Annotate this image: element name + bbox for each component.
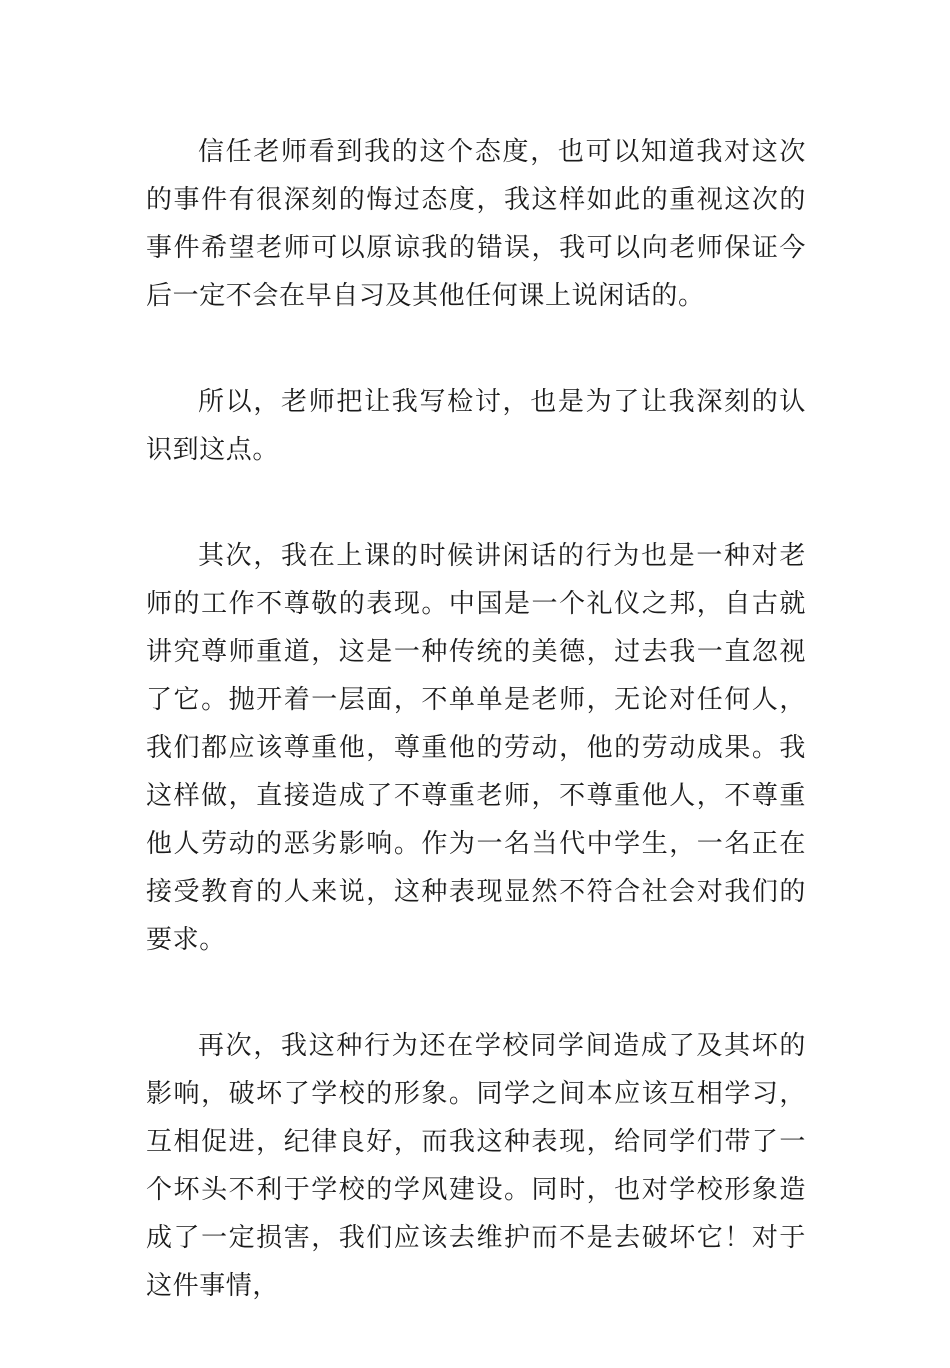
paragraph-2: 所以，老师把让我写检讨，也是为了让我深刻的认识到这点。 xyxy=(146,387,806,465)
paragraph-3: 其次，我在上课的时候讲闲话的行为也是一种对老师的工作不尊敬的表现。中国是一个礼仪之邦，自古就讲究尊师重道，这是一种传统的美德，过去我一直忽视了它。抛开着一层面，不单单是老师，无论对任何人，我们都应该尊重他，尊重他的劳动，他的劳动成果。我这样做，直接造成了不尊重老师，不尊重他人，不尊重他人劳动的恶劣影响。作为一名当代中学生，一名正在接受教育的人来说，这种表现显然不符合社会对我们的要求。 xyxy=(146,541,806,955)
document-body xyxy=(146,128,806,1368)
paragraph-1: 信任老师看到我的这个态度，也可以知道我对这次的事件有很深刻的悔过态度，我这样如此的重视这次的事件希望老师可以原谅我的错误，我可以向老师保证今后一定不会在早自习及其他任何课上说闲话的。 xyxy=(146,137,806,311)
paragraph-4: 再次，我这种行为还在学校同学间造成了及其坏的影响，破坏了学校的形象。同学之间本应该互相学习，互相促进，纪律良好，而我这种表现，给同学们带了一个坏头不利于学校的学风建设。同时，也对学校形象造成了一定损害，我们应该去维护而不是去破坏它！对于这件事情， xyxy=(146,1031,806,1301)
